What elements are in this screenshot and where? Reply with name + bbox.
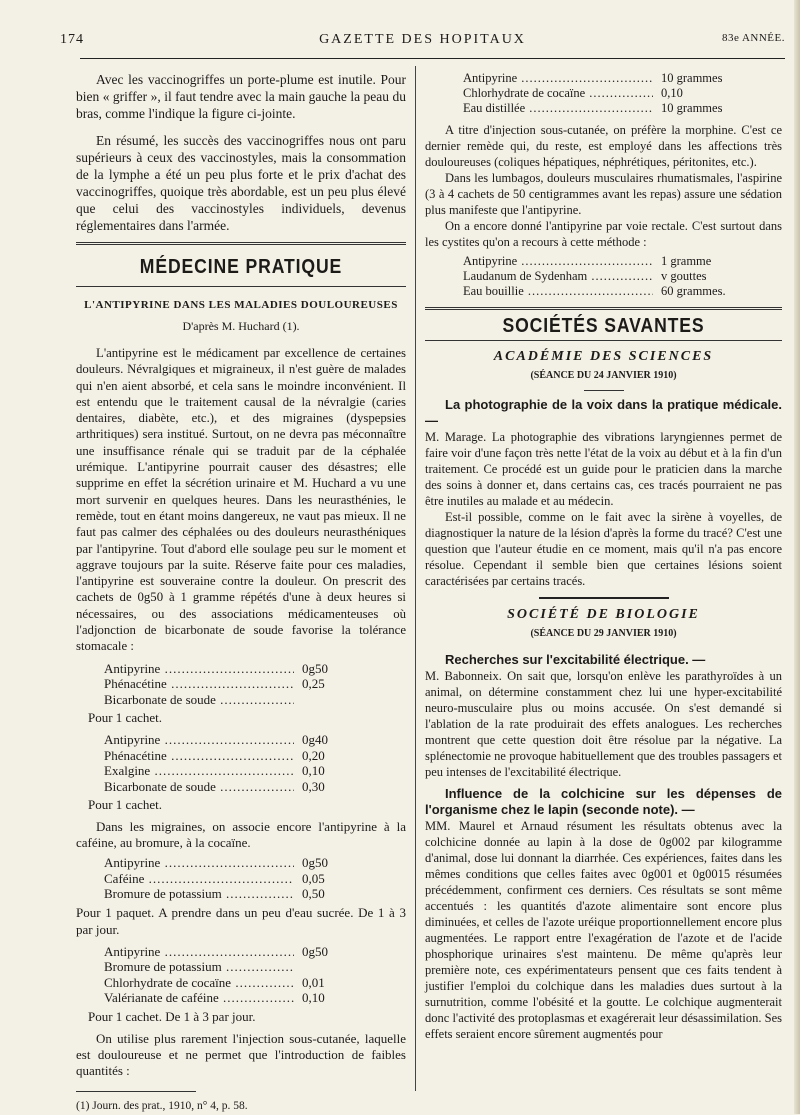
- running-head: [60, 26, 785, 52]
- report-heading: Recherches sur l'excitabilité électrique. —: [445, 652, 706, 667]
- paragraph: M. Marage. La photographie des vibrations laryngiennes permet de faire voir d'une façon très nette l'état de la voix au début et à la fin d'un traitement. Ce procédé est un guide pour le praticien dans la marche des soins à donner et, dans certains cas, ces tracés pourraient ne pas être inutiles au malade et au médecin.: [425, 430, 782, 508]
- dose: [302, 692, 382, 708]
- ingredient: Caféine .....: [104, 871, 294, 887]
- paragraph: En résumé, les succès des vaccinogriffes nous ont paru supérieurs à ceux des vaccinostyles, mais la consommation de la lymphe a été un peu plus forte et le prix d'achat des vaccinogriffes, quoique très abordable, est un peu plus élevé que celui des vaccinostyles individuels, devenus réglementaires dans l'armée.: [76, 133, 406, 233]
- ingredient: Phénacétine .....: [104, 748, 294, 764]
- dose: 0g50: [302, 943, 328, 959]
- paragraph: Est-il possible, comme on le fait avec la sirène à voyelles, de diagnostiquer la nature de la lésion d'après la forme du tracé? C'est une question que l'auteur étudie en ce moment, mais qu'il n'a pas encore résolue. Cependant il semble bien que certaines lésions soient caractérisées par certains tracés.: [425, 510, 782, 588]
- page-number: 174: [60, 32, 84, 47]
- short-rule: [584, 390, 624, 391]
- prescription: [104, 855, 406, 902]
- paragraph: MM. Maurel et Arnaud résument les résultats obtenus avec la colchicine donnée au lapin à la dose de 0g002 par kilogramme d'animal, dose lui donnant la diarrhée. Ces expériences, faites dans les mêmes conditions que celles faites avec 0g001 et 0g0015 résumées précédemment, confirment ces derniers. Ces résultats se sont même accentués : les quantités d'azote alimentaire sont encore plus diminuées, et celles de l'azote uréique proportionnellement encore plus augmentées. Le rapport entre l'exagération de l'azote et de l'acide phosphorique urinaires s'est maintenu. De même qu'après leur première note, ces expérimentateurs pensent que ces faits tendent à justifier l'emploi du colchique dans les maladies dues surtout à la surnutrition, comme l'obésité et la goutte. Le colchique augmenterait donc l'activité des protoplasmas et exagérerait leur désassimilation. Ses effets seraient encore sûrement augmentés pour: [425, 819, 782, 1041]
- paragraph: Dans les lumbagos, douleurs musculaires rhumatismales, l'aspirine (3 à 4 cachets de 50 centigrammes avant les repas) assure une sédation plus manifeste que l'antipyrine.: [425, 171, 782, 217]
- section-title: SOCIÉTÉS SAVANTES: [502, 315, 705, 337]
- right-column: [425, 71, 782, 1042]
- dose: 0,10: [302, 763, 325, 779]
- dose: 0,10: [302, 990, 325, 1006]
- dose: 60 grammes.: [661, 284, 726, 298]
- footnote: (1) Journ. des prat., 1910, n° 4, p. 58.: [76, 1099, 248, 1112]
- left-column: [76, 71, 406, 1115]
- dose: 10 grammes: [661, 71, 723, 85]
- session-date: (SÉANCE DU 29 JANVIER 1910): [530, 628, 677, 639]
- ingredient: Chlorhydrate de cocaïne .....: [104, 975, 294, 991]
- prescription-note: Pour 1 cachet.: [88, 797, 163, 813]
- ingredient: Exalgine .....: [104, 763, 294, 779]
- dose: 10 grammes: [661, 101, 723, 115]
- paragraph: On utilise plus rarement l'injection sous-cutanée, laquelle est douloureuse et ne permet que l'introduction de faibles quantités :: [76, 1030, 406, 1078]
- dose: v gouttes: [661, 269, 707, 283]
- dose: 0,25: [302, 676, 325, 692]
- dose: 0,30: [302, 778, 325, 794]
- ingredient: Antipyrine .....: [104, 732, 294, 748]
- section-rule: [76, 242, 406, 245]
- article-subtitle: D'après M. Huchard (1).: [182, 319, 300, 333]
- report-heading: Influence de la colchicine sur les dépenses de l'organisme chez le lapin (seconde note). —: [425, 786, 782, 817]
- session-date: (SÉANCE DU 24 JANVIER 1910): [530, 370, 677, 381]
- dose: [302, 959, 382, 975]
- section-title: MÉDECINE PRATIQUE: [139, 256, 343, 278]
- prescription-note: Pour 1 cachet.: [88, 710, 163, 726]
- prescription-note: Pour 1 paquet. A prendre dans un peu d'eau sucrée. De 1 à 3 par jour.: [76, 904, 406, 937]
- section-rule: [425, 340, 782, 341]
- paragraph: M. Babonneix. On sait que, lorsqu'on enlève les parathyroïdes à un animal, on détermine constamment chez lui une hyper-excitabilité neuro-musculaire plus ou moins accusée. On s'est demandé si l'ablation de la rate produirait des effets analogues. Les recherches montrent que cette question doit être résolue par la négative. La splénectomie ne provoque habituellement que des troubles passagers et peu intenses de l'excitabilité électrique.: [425, 669, 782, 779]
- year-label: 83e ANNÉE.: [721, 32, 785, 44]
- dose: 0g40: [302, 732, 328, 748]
- ingredient: Bromure de potassium .....: [104, 959, 294, 975]
- ingredient: Antipyrine .....: [463, 71, 653, 86]
- page: [60, 26, 785, 1112]
- ingredient: Antipyrine .....: [104, 855, 294, 871]
- ingredient: Phénacétine .....: [104, 676, 294, 692]
- paragraph: L'antipyrine est le médicament par excellence de certaines douleurs. Névralgiques et migraineux, il n'est guère de malades qui n'en aient absorbé, et cela sans le moindre inconvénient. Il est entendu que le traitement causal de la névralgie (caries dentaires, diabète, etc.), et des migraines (dyspepsies arthritiques) sera institué. Surtout, on ne devra pas méconnaître une insuffisance rénale qui se traduit par de la céphalée urémique. L'antipyrine pourrait causer des désastres; elle supprime en effet la sécrétion urinaire et M. Huchard a vu une mort survenir en quelques heures. Dans les neurasthénies, le remède, tout en étant moins dangereux, ne vaut pas mieux. Il ne faut pas calmer des céphalées ou des douleurs neurasthéniques par l'antipyrine. Tout d'abord elle soulage peu sur le moment et aggrave toujours par la suite. Réserve faite pour ces maladies, l'antipyrine est souveraine contre la douleur. On prescrit des cachets de 0g50 à 1 gramme répétés d'une à deux heures si nécessaires, ou des associations médicamenteuses où l'adjonction de bicarbonate de soude favorise la tolérance stomacale :: [76, 346, 406, 654]
- prescription: [104, 661, 406, 708]
- ingredient: Antipyrine .....: [463, 254, 653, 269]
- ingredient: Eau distillée .....: [463, 101, 653, 116]
- section-rule: [76, 286, 406, 287]
- article-title: L'ANTIPYRINE DANS LES MALADIES DOULOUREUSES: [84, 299, 398, 311]
- paragraph: Avec les vaccinogriffes un porte-plume est inutile. Pour bien « griffer », il faut tendre avec la main gauche la peau du bras, comme l'indique la figure ci-jointe.: [76, 72, 406, 121]
- dose: 0,10: [661, 86, 683, 100]
- prescription: [104, 944, 406, 1006]
- prescription: [104, 732, 406, 794]
- ingredient: Chlorhydrate de cocaïne .....: [463, 86, 653, 101]
- ingredient: Antipyrine .....: [104, 944, 294, 960]
- ornament-rule: [539, 597, 669, 599]
- report-heading: La photographie de la voix dans la pratique médicale. —: [425, 397, 782, 428]
- footnote-rule: [76, 1091, 196, 1092]
- prescription: [463, 254, 782, 299]
- dose: 0,01: [302, 974, 325, 990]
- paragraph: Dans les migraines, on associe encore l'antipyrine à la caféine, au bromure, à la cocaïne.: [76, 819, 406, 851]
- paragraph: On a encore donné l'antipyrine par voie rectale. C'est surtout dans les cystites qu'on a recours à cette méthode :: [425, 219, 782, 249]
- page-edge-shadow: [794, 0, 800, 1114]
- ingredient: Bromure de potassium .....: [104, 886, 294, 902]
- ingredient: Bicarbonate de soude .....: [104, 779, 294, 795]
- dose: 0g50: [302, 855, 328, 871]
- dose: 0g50: [302, 660, 328, 676]
- dose: 1 gramme: [661, 254, 712, 268]
- ingredient: Laudanum de Sydenham .....: [463, 269, 653, 284]
- ingredient: Antipyrine .....: [104, 661, 294, 677]
- ingredient: Valérianate de caféine .....: [104, 990, 294, 1006]
- journal-title: GAZETTE DES HOPITAUX: [319, 32, 526, 47]
- header-rule: [80, 58, 785, 59]
- column-divider: [415, 66, 416, 1091]
- section-rule: [425, 307, 782, 310]
- prescription: [463, 71, 782, 116]
- dose: 0,50: [302, 886, 325, 902]
- dose: 0,05: [302, 870, 325, 886]
- ingredient: Eau bouillie .....: [463, 284, 653, 299]
- society-heading: SOCIÉTÉ DE BIOLOGIE: [507, 607, 700, 622]
- dose: 0,20: [302, 747, 325, 763]
- ingredient: Bicarbonate de soude .....: [104, 692, 294, 708]
- society-heading: ACADÉMIE DES SCIENCES: [493, 349, 714, 364]
- prescription-note: Pour 1 cachet. De 1 à 3 par jour.: [88, 1008, 256, 1024]
- paragraph: A titre d'injection sous-cutanée, on préfère la morphine. C'est ce dernier remède qui, du reste, est employé dans les affections très douloureuses (coliques hépatiques, néphrétiques, péritonites, etc.).: [425, 123, 782, 169]
